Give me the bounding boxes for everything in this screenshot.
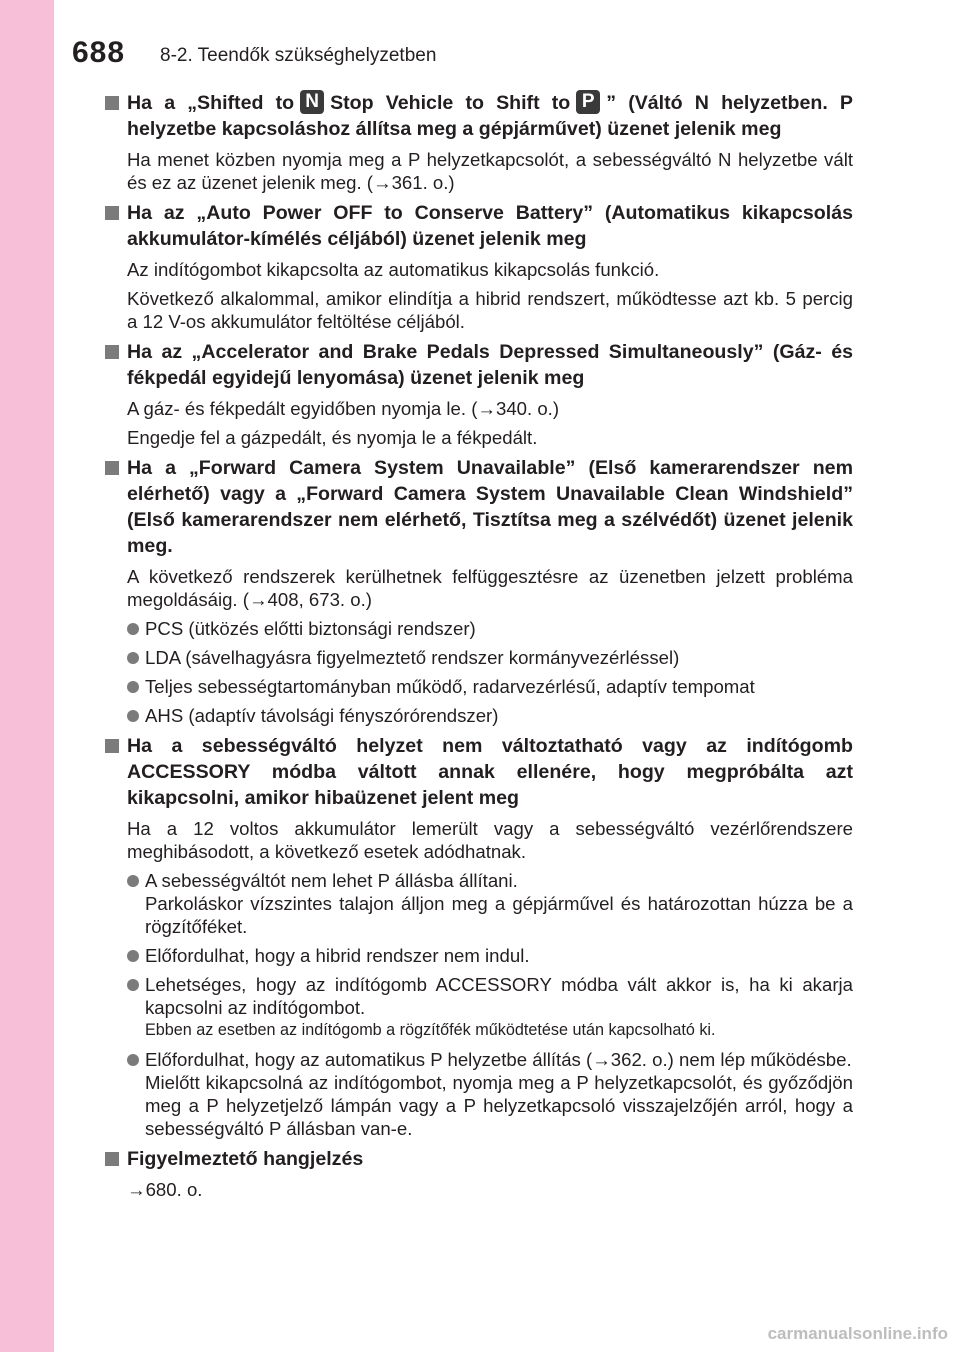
chapter-title: 8-2. Teendők szükséghelyzetben [160, 45, 437, 66]
square-bullet-icon [105, 461, 119, 475]
paragraph: Következő alkalommal, amikor elindítja a hibrid rendszert, működtesse azt kb. 5 percig a 12 V-os akkumulátor feltöltése céljából. [127, 288, 853, 332]
list-item: AHS (adaptív távolsági fényszórórendszer) [105, 704, 853, 727]
section-heading-auto-power-off: Ha az „Auto Power OFF to Conserve Battery” (Automatikus kikapcsolás akkumulátor-kímélés céljából) üzenet jelenik meg [105, 200, 853, 252]
square-bullet-icon [105, 739, 119, 753]
page-content [105, 90, 853, 1207]
paragraph: Ha menet közben nyomja meg a P helyzetkapcsolót, a sebességváltó N helyzetbe vált és ez az üzenet jelenik meg. (→361. o.) [127, 149, 853, 193]
section-heading-pedals-depressed: Ha az „Accelerator and Brake Pedals Depressed Simultaneously” (Gáz- és fékpedál egyidejű lenyomása) üzenet jelenik meg [105, 339, 853, 391]
round-bullet-icon [127, 1054, 139, 1066]
list-item: Lehetséges, hogy az indítógomb ACCESSORY módba vált akkor is, ha ki akarja kapcsolni az indítógombot. Ebben az esetben az indítógomb a rögzítőfék működtetése után kapcsolható ki. [105, 973, 853, 1042]
round-bullet-icon [127, 710, 139, 722]
shift-p-icon: P [576, 90, 600, 114]
paragraph: A gáz- és fékpedált egyidőben nyomja le. (→340. o.) [127, 398, 560, 419]
round-bullet-icon [127, 979, 139, 991]
section-heading-shifted-to-n: Ha a „Shifted to N Stop Vehicle to Shift to P ” (Váltó N helyzetben. P helyzetbe kapcsoláshoz állítsa meg a gépjárművet) üzenet jelenik meg [105, 90, 853, 142]
paragraph: A következő rendszerek kerülhetnek felfüggesztésre az üzenetben jelzett probléma megoldásáig. (→408, 673. o.) [127, 566, 853, 610]
paragraph: Engedje fel a gázpedált, és nyomja le a fékpedált. [127, 427, 538, 448]
section-heading-warning-buzzer: Figyelmeztető hangjelzés [105, 1146, 853, 1172]
list-item: LDA (sávelhagyásra figyelmeztető rendszer kormányvezérléssel) [105, 646, 853, 669]
page-reference: →680. o. [127, 1179, 203, 1200]
square-bullet-icon [105, 345, 119, 359]
round-bullet-icon [127, 652, 139, 664]
round-bullet-icon [127, 623, 139, 635]
list-item: PCS (ütközés előtti biztonsági rendszer) [105, 617, 853, 640]
paragraph: Az indítógombot kikapcsolta az automatikus kikapcsolás funkció. [127, 259, 660, 280]
round-bullet-icon [127, 681, 139, 693]
round-bullet-icon [127, 875, 139, 887]
square-bullet-icon [105, 96, 119, 110]
section-heading-shift-position-unchangeable: Ha a sebességváltó helyzet nem változtatható vagy az indítógomb ACCESSORY módba váltott annak ellenére, hogy megpróbálta azt kikapcsolni, amikor hibaüzenet jelent meg [105, 733, 853, 811]
shift-n-icon: N [300, 90, 324, 114]
side-tab-bar [0, 0, 54, 1352]
square-bullet-icon [105, 1152, 119, 1166]
list-item: Előfordulhat, hogy a hibrid rendszer nem indul. [105, 944, 853, 967]
list-item: Előfordulhat, hogy az automatikus P helyzetbe állítás (→362. o.) nem lép működésbe. Mielőtt kikapcsolná az indítógombot, nyomja meg a P helyzetkapcsolót, és győződjön meg a P helyzetjelző lámpán vagy a P helyzetkapcsoló visszajelzőjén arról, hogy a sebességváltó P állásban van-e. [105, 1048, 853, 1140]
page-number: 688 [72, 36, 126, 69]
round-bullet-icon [127, 950, 139, 962]
section-heading-forward-camera: Ha a „Forward Camera System Unavailable” (Első kamerarendszer nem elérhető) vagy a „Forward Camera System Unavailable Clean Windshield” (Első kamerarendszer nem elérhető, Tisztítsa meg a szélvédőt) üzenet jelenik meg. [105, 455, 853, 559]
paragraph: Ha a 12 voltos akkumulátor lemerült vagy a sebességváltó vezérlőrendszere meghibásodott, a következő esetek adódhatnak. [127, 818, 853, 862]
list-item: A sebességváltót nem lehet P állásba állítani. Parkoláskor vízszintes talajon álljon meg a gépjárművel és határozottan húzza be a rögzítőféket. [105, 869, 853, 938]
watermark: carmanualsonline.info [767, 1324, 948, 1343]
square-bullet-icon [105, 206, 119, 220]
list-item: Teljes sebességtartományban működő, radarvezérlésű, adaptív tempomat [105, 675, 853, 698]
